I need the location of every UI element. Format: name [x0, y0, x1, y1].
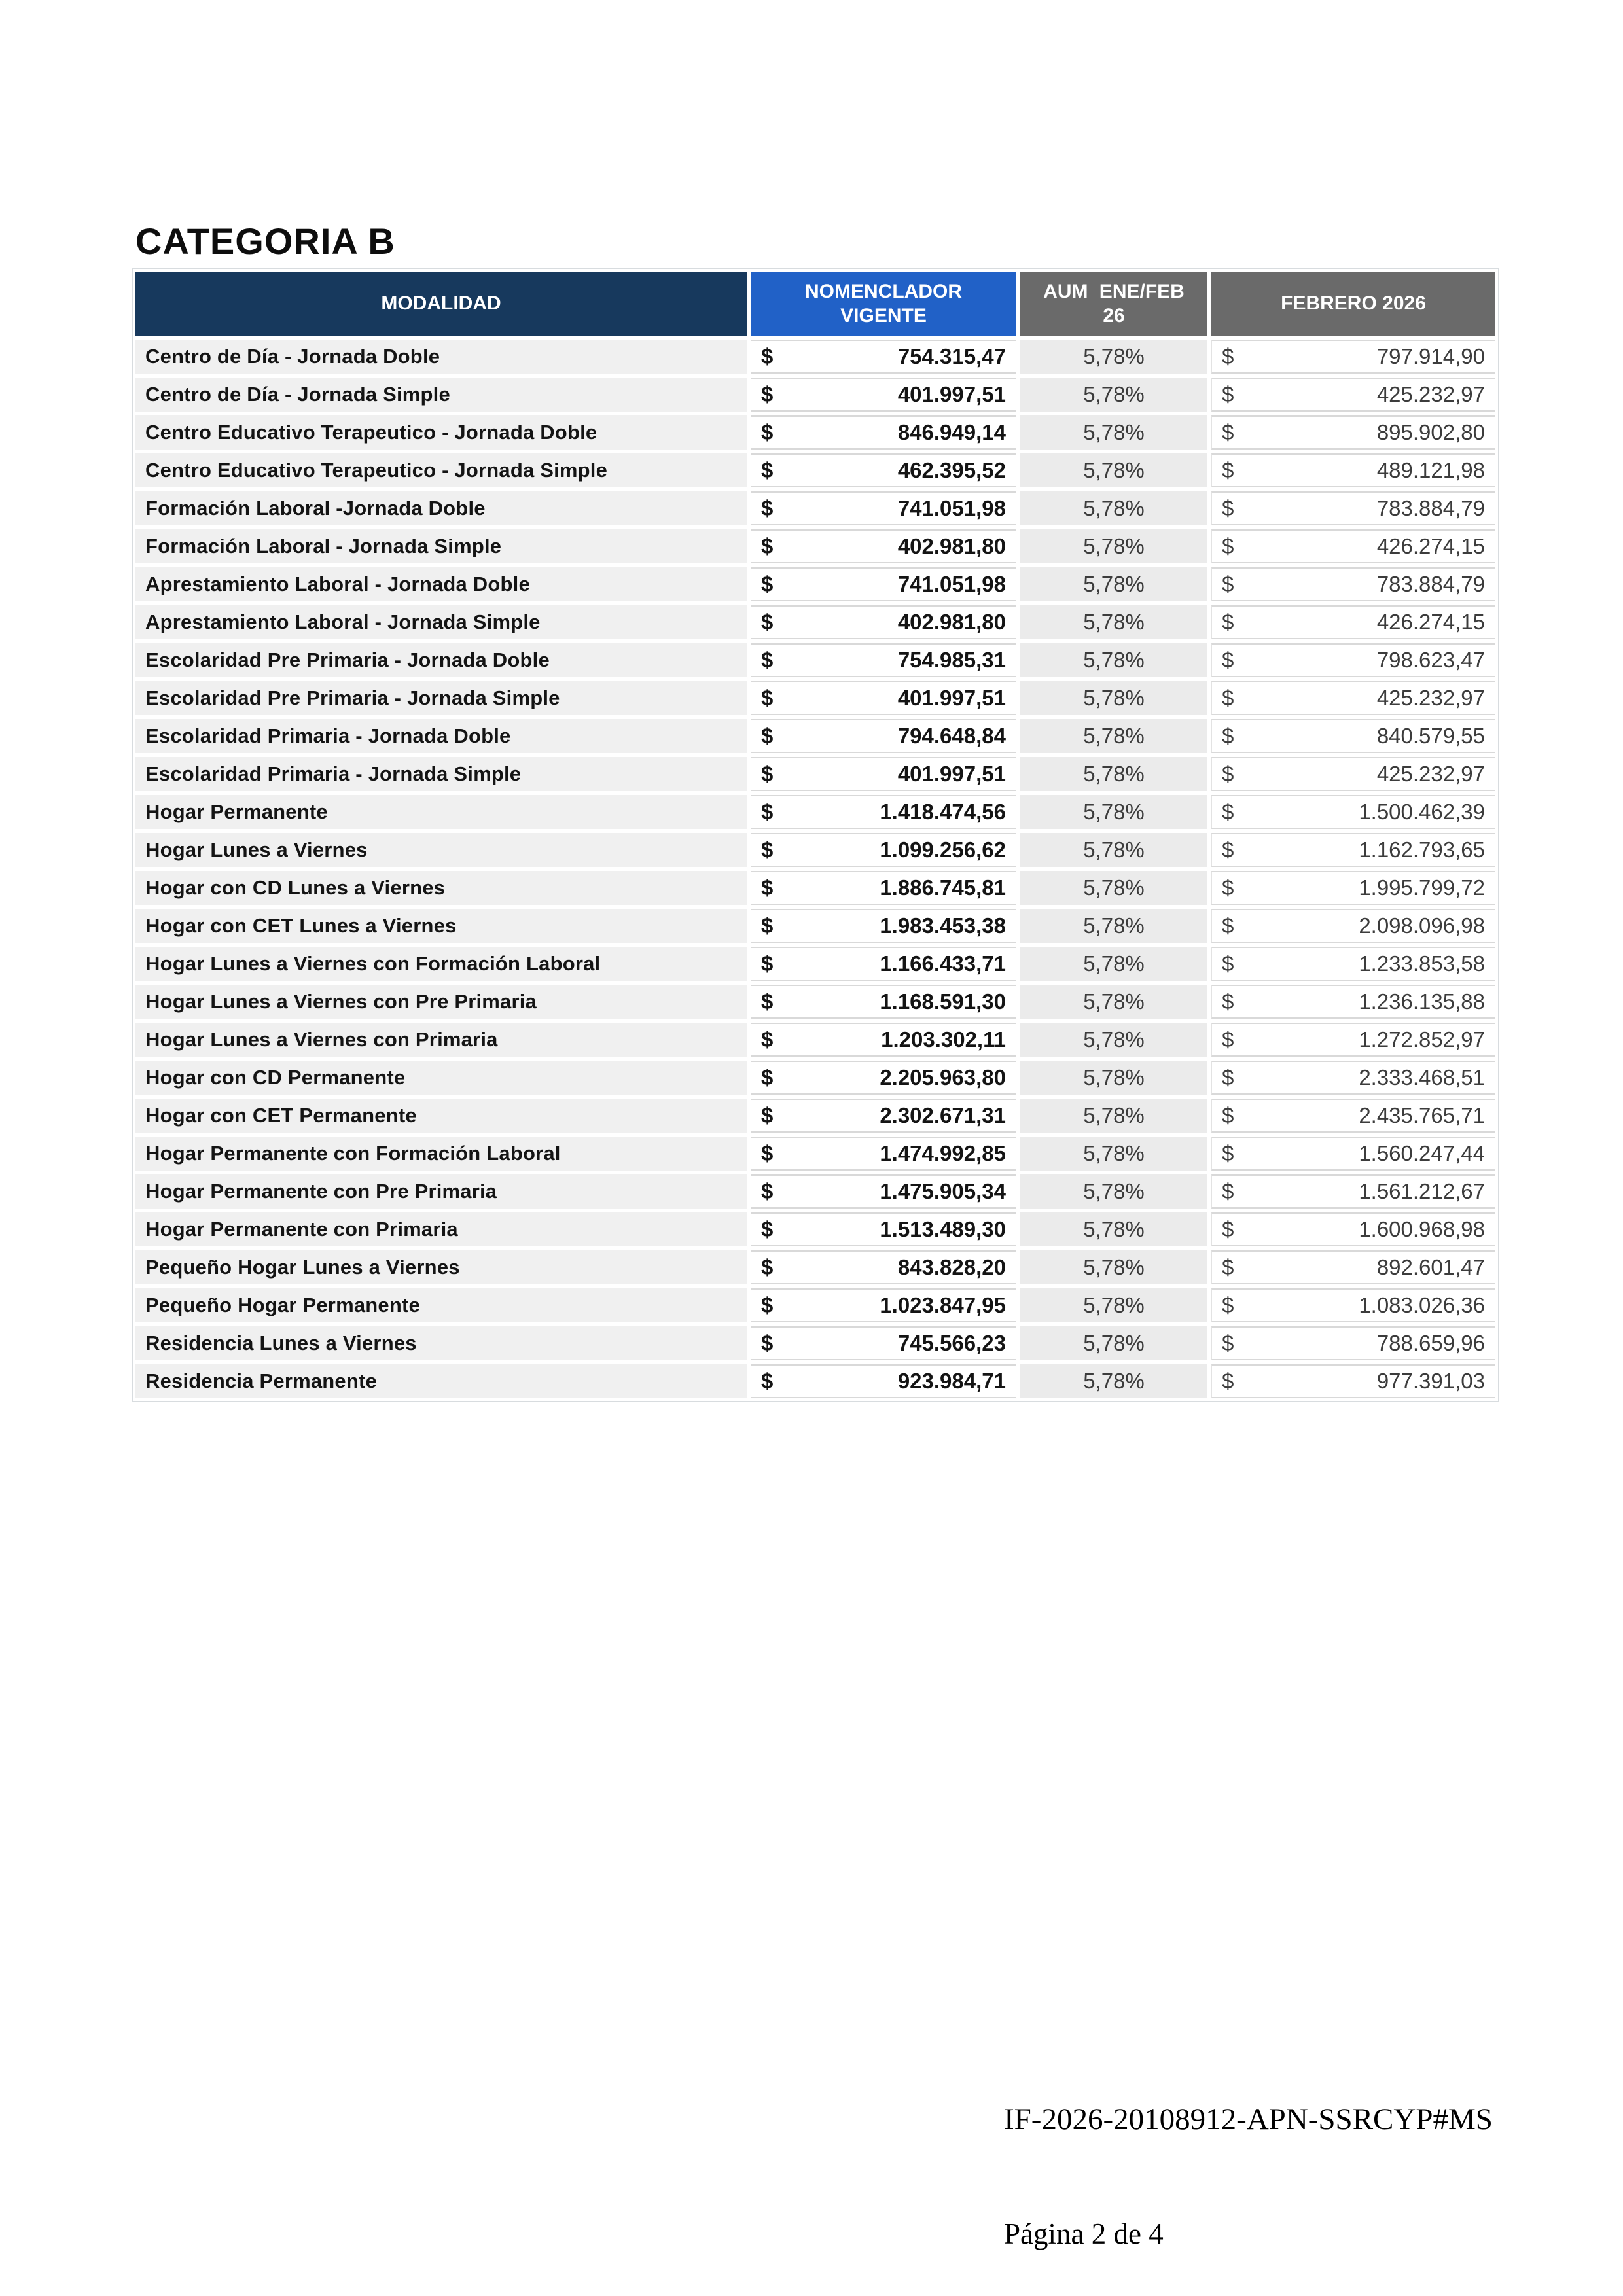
cell-modalidad: Hogar con CET Lunes a Viernes [135, 909, 747, 943]
currency-symbol: $ [1222, 951, 1234, 976]
table-row [135, 378, 1495, 412]
currency-symbol: $ [761, 1255, 774, 1279]
cell-febrero-2026 [1211, 643, 1495, 677]
cell-nomenclador-vigente [751, 1137, 1016, 1171]
cell-nomenclador-value: 843.828,20 [897, 1255, 1006, 1279]
currency-symbol: $ [761, 989, 774, 1014]
cell-febrero-value: 425.232,97 [1376, 382, 1485, 406]
cell-nomenclador-vigente [751, 1061, 1016, 1095]
currency-symbol: $ [1222, 610, 1234, 634]
cell-nomenclador-vigente [751, 643, 1016, 677]
cell-aumento: 5,78% [1020, 833, 1207, 867]
document-id: IF-2026-20108912-APN-SSRCYP#MS [1004, 2102, 1493, 2136]
cell-febrero-value: 425.232,97 [1376, 762, 1485, 786]
cell-febrero-value: 1.236.135,88 [1359, 989, 1485, 1014]
currency-symbol: $ [761, 534, 774, 558]
cell-nomenclador-vigente [751, 1023, 1016, 1057]
currency-symbol: $ [1222, 572, 1234, 596]
cell-febrero-2026 [1211, 529, 1495, 563]
cell-nomenclador-value: 1.168.591,30 [880, 989, 1006, 1014]
cell-nomenclador-vigente [751, 795, 1016, 829]
cell-nomenclador-vigente [751, 567, 1016, 601]
cell-modalidad: Pequeño Hogar Permanente [135, 1288, 747, 1322]
cell-febrero-value: 977.391,03 [1376, 1369, 1485, 1393]
table-row [135, 1326, 1495, 1360]
table-row [135, 947, 1495, 981]
currency-symbol: $ [761, 1027, 774, 1051]
cell-nomenclador-vigente [751, 1099, 1016, 1133]
table-row [135, 605, 1495, 639]
cell-nomenclador-vigente [751, 1250, 1016, 1284]
cell-febrero-value: 788.659,96 [1376, 1331, 1485, 1355]
table-row [135, 833, 1495, 867]
cell-febrero-2026 [1211, 909, 1495, 943]
cell-nomenclador-vigente [751, 378, 1016, 412]
cell-modalidad: Escolaridad Pre Primaria - Jornada Simple [135, 681, 747, 715]
cell-nomenclador-value: 1.203.302,11 [881, 1027, 1006, 1051]
cell-febrero-value: 1.272.852,97 [1359, 1027, 1485, 1051]
currency-symbol: $ [761, 458, 774, 482]
cell-aumento: 5,78% [1020, 1364, 1207, 1398]
cell-nomenclador-vigente [751, 833, 1016, 867]
table-row [135, 909, 1495, 943]
table-body [135, 340, 1495, 1398]
cell-aumento: 5,78% [1020, 1137, 1207, 1171]
currency-symbol: $ [1222, 1369, 1234, 1393]
currency-symbol: $ [1222, 1103, 1234, 1127]
cell-aumento: 5,78% [1020, 757, 1207, 791]
cell-febrero-2026 [1211, 415, 1495, 450]
table-row [135, 1137, 1495, 1171]
currency-symbol: $ [1222, 1255, 1234, 1279]
cell-nomenclador-vigente [751, 1364, 1016, 1398]
cell-aumento: 5,78% [1020, 871, 1207, 905]
currency-symbol: $ [1222, 648, 1234, 672]
cell-febrero-value: 1.083.026,36 [1359, 1293, 1485, 1317]
table-row [135, 1023, 1495, 1057]
cell-nomenclador-vigente [751, 1174, 1016, 1209]
cell-aumento: 5,78% [1020, 719, 1207, 753]
currency-symbol: $ [1222, 496, 1234, 520]
cell-modalidad: Centro Educativo Terapeutico - Jornada Doble [135, 415, 747, 450]
cell-nomenclador-value: 401.997,51 [897, 762, 1006, 786]
currency-symbol: $ [1222, 724, 1234, 748]
table-row [135, 681, 1495, 715]
currency-symbol: $ [761, 686, 774, 710]
cell-nomenclador-vigente [751, 529, 1016, 563]
cell-nomenclador-value: 754.985,31 [897, 648, 1006, 672]
table-row [135, 985, 1495, 1019]
table-row [135, 757, 1495, 791]
currency-symbol: $ [1222, 762, 1234, 786]
cell-febrero-value: 426.274,15 [1376, 534, 1485, 558]
cell-nomenclador-value: 401.997,51 [897, 382, 1006, 406]
cell-aumento: 5,78% [1020, 491, 1207, 525]
cell-aumento: 5,78% [1020, 947, 1207, 981]
cell-nomenclador-value: 741.051,98 [897, 572, 1006, 596]
cell-febrero-2026 [1211, 491, 1495, 525]
currency-symbol: $ [761, 1369, 774, 1393]
cell-modalidad: Centro Educativo Terapeutico - Jornada Simple [135, 453, 747, 487]
cell-febrero-2026 [1211, 453, 1495, 487]
cell-nomenclador-vigente [751, 1326, 1016, 1360]
cell-febrero-2026 [1211, 378, 1495, 412]
currency-symbol: $ [1222, 989, 1234, 1014]
cell-nomenclador-value: 402.981,80 [897, 534, 1006, 558]
cell-febrero-2026 [1211, 340, 1495, 374]
cell-nomenclador-vigente [751, 453, 1016, 487]
table-row [135, 491, 1495, 525]
currency-symbol: $ [1222, 800, 1234, 824]
cell-nomenclador-vigente [751, 605, 1016, 639]
cell-modalidad: Hogar Lunes a Viernes con Primaria [135, 1023, 747, 1057]
cell-nomenclador-vigente [751, 681, 1016, 715]
cell-modalidad: Hogar con CET Permanente [135, 1099, 747, 1133]
cell-nomenclador-value: 754.315,47 [897, 344, 1006, 368]
header-aum-ene-feb-26: AUM ENE/FEB 26 [1020, 272, 1207, 336]
currency-symbol: $ [761, 724, 774, 748]
cell-aumento: 5,78% [1020, 567, 1207, 601]
cell-aumento: 5,78% [1020, 605, 1207, 639]
cell-febrero-value: 426.274,15 [1376, 610, 1485, 634]
currency-symbol: $ [761, 344, 774, 368]
cell-febrero-2026 [1211, 681, 1495, 715]
cell-aumento: 5,78% [1020, 1250, 1207, 1284]
cell-modalidad: Escolaridad Primaria - Jornada Simple [135, 757, 747, 791]
cell-febrero-value: 840.579,55 [1376, 724, 1485, 748]
cell-modalidad: Hogar Permanente con Formación Laboral [135, 1137, 747, 1171]
currency-symbol: $ [761, 951, 774, 976]
table-row [135, 1061, 1495, 1095]
cell-febrero-value: 892.601,47 [1376, 1255, 1485, 1279]
cell-febrero-2026 [1211, 1288, 1495, 1322]
table-row [135, 643, 1495, 677]
cell-aumento: 5,78% [1020, 529, 1207, 563]
cell-febrero-2026 [1211, 1023, 1495, 1057]
table-row [135, 1212, 1495, 1246]
cell-modalidad: Escolaridad Pre Primaria - Jornada Doble [135, 643, 747, 677]
cell-nomenclador-vigente [751, 985, 1016, 1019]
cell-modalidad: Hogar Permanente con Primaria [135, 1212, 747, 1246]
cell-modalidad: Hogar Lunes a Viernes con Pre Primaria [135, 985, 747, 1019]
table-row [135, 871, 1495, 905]
currency-symbol: $ [1222, 1179, 1234, 1203]
table-row [135, 1288, 1495, 1322]
cell-aumento: 5,78% [1020, 643, 1207, 677]
cell-nomenclador-value: 745.566,23 [897, 1331, 1006, 1355]
cell-nomenclador-value: 2.302.671,31 [880, 1103, 1006, 1127]
cell-aumento: 5,78% [1020, 415, 1207, 450]
cell-aumento: 5,78% [1020, 1061, 1207, 1095]
cell-modalidad: Residencia Lunes a Viernes [135, 1326, 747, 1360]
cell-febrero-value: 489.121,98 [1376, 458, 1485, 482]
currency-symbol: $ [1222, 1027, 1234, 1051]
currency-symbol: $ [1222, 913, 1234, 938]
table-header-row [135, 272, 1495, 336]
categoria-b-table [132, 268, 1499, 1402]
table-row [135, 529, 1495, 563]
cell-modalidad: Escolaridad Primaria - Jornada Doble [135, 719, 747, 753]
cell-febrero-value: 783.884,79 [1376, 572, 1485, 596]
currency-symbol: $ [761, 800, 774, 824]
cell-febrero-2026 [1211, 567, 1495, 601]
cell-aumento: 5,78% [1020, 1212, 1207, 1246]
cell-modalidad: Centro de Día - Jornada Simple [135, 378, 747, 412]
currency-symbol: $ [761, 1331, 774, 1355]
currency-symbol: $ [1222, 534, 1234, 558]
cell-nomenclador-value: 402.981,80 [897, 610, 1006, 634]
currency-symbol: $ [1222, 382, 1234, 406]
cell-aumento: 5,78% [1020, 1099, 1207, 1133]
cell-febrero-2026 [1211, 1364, 1495, 1398]
cell-nomenclador-vigente [751, 757, 1016, 791]
cell-febrero-value: 2.435.765,71 [1359, 1103, 1485, 1127]
cell-modalidad: Hogar con CD Lunes a Viernes [135, 871, 747, 905]
cell-nomenclador-value: 1.474.992,85 [880, 1141, 1006, 1165]
cell-febrero-2026 [1211, 833, 1495, 867]
cell-modalidad: Aprestamiento Laboral - Jornada Simple [135, 605, 747, 639]
cell-febrero-value: 425.232,97 [1376, 686, 1485, 710]
table-row [135, 795, 1495, 829]
currency-symbol: $ [761, 382, 774, 406]
cell-nomenclador-vigente [751, 340, 1016, 374]
header-modalidad: MODALIDAD [135, 272, 747, 336]
table-row [135, 415, 1495, 450]
cell-nomenclador-vigente [751, 1212, 1016, 1246]
currency-symbol: $ [761, 838, 774, 862]
header-febrero-2026: FEBRERO 2026 [1211, 272, 1495, 336]
currency-symbol: $ [1222, 838, 1234, 862]
cell-nomenclador-value: 1.418.474,56 [880, 800, 1006, 824]
cell-febrero-value: 797.914,90 [1376, 344, 1485, 368]
cell-febrero-value: 1.162.793,65 [1359, 838, 1485, 862]
cell-nomenclador-vigente [751, 909, 1016, 943]
table-row [135, 340, 1495, 374]
cell-febrero-2026 [1211, 757, 1495, 791]
cell-aumento: 5,78% [1020, 909, 1207, 943]
cell-nomenclador-value: 923.984,71 [897, 1369, 1006, 1393]
cell-febrero-value: 895.902,80 [1376, 420, 1485, 444]
cell-nomenclador-value: 401.997,51 [897, 686, 1006, 710]
cell-nomenclador-value: 794.648,84 [897, 724, 1006, 748]
cell-aumento: 5,78% [1020, 378, 1207, 412]
currency-symbol: $ [761, 1217, 774, 1241]
currency-symbol: $ [761, 420, 774, 444]
cell-nomenclador-value: 1.983.453,38 [880, 913, 1006, 938]
currency-symbol: $ [761, 610, 774, 634]
cell-febrero-2026 [1211, 795, 1495, 829]
cell-aumento: 5,78% [1020, 681, 1207, 715]
cell-nomenclador-value: 1.513.489,30 [880, 1217, 1006, 1241]
cell-febrero-value: 783.884,79 [1376, 496, 1485, 520]
table-row [135, 567, 1495, 601]
currency-symbol: $ [1222, 1141, 1234, 1165]
cell-nomenclador-vigente [751, 719, 1016, 753]
cell-febrero-value: 1.500.462,39 [1359, 800, 1485, 824]
cell-febrero-value: 798.623,47 [1376, 648, 1485, 672]
cell-febrero-value: 1.233.853,58 [1359, 951, 1485, 976]
table-row [135, 1364, 1495, 1398]
cell-febrero-2026 [1211, 605, 1495, 639]
currency-symbol: $ [761, 1179, 774, 1203]
cell-nomenclador-value: 462.395,52 [897, 458, 1006, 482]
cell-aumento: 5,78% [1020, 453, 1207, 487]
cell-modalidad: Hogar Permanente con Pre Primaria [135, 1174, 747, 1209]
currency-symbol: $ [761, 1293, 774, 1317]
cell-febrero-2026 [1211, 1099, 1495, 1133]
cell-febrero-2026 [1211, 985, 1495, 1019]
header-nomenclador-vigente: NOMENCLADOR VIGENTE [751, 272, 1016, 336]
cell-nomenclador-vigente [751, 1288, 1016, 1322]
cell-febrero-2026 [1211, 1326, 1495, 1360]
cell-febrero-2026 [1211, 719, 1495, 753]
page-title: CATEGORIA B [135, 221, 395, 262]
cell-modalidad: Formación Laboral - Jornada Simple [135, 529, 747, 563]
cell-modalidad: Hogar Lunes a Viernes [135, 833, 747, 867]
table-row [135, 453, 1495, 487]
currency-symbol: $ [1222, 344, 1234, 368]
cell-modalidad: Aprestamiento Laboral - Jornada Doble [135, 567, 747, 601]
cell-aumento: 5,78% [1020, 795, 1207, 829]
cell-febrero-2026 [1211, 871, 1495, 905]
cell-febrero-value: 2.098.096,98 [1359, 913, 1485, 938]
cell-modalidad: Hogar con CD Permanente [135, 1061, 747, 1095]
cell-aumento: 5,78% [1020, 340, 1207, 374]
currency-symbol: $ [761, 572, 774, 596]
cell-febrero-2026 [1211, 1174, 1495, 1209]
table-row [135, 1250, 1495, 1284]
table-row [135, 719, 1495, 753]
page-indicator: Página 2 de 4 [1004, 2217, 1164, 2250]
cell-aumento: 5,78% [1020, 1326, 1207, 1360]
cell-febrero-value: 1.600.968,98 [1359, 1217, 1485, 1241]
currency-symbol: $ [761, 648, 774, 672]
cell-modalidad: Centro de Día - Jornada Doble [135, 340, 747, 374]
currency-symbol: $ [1222, 1065, 1234, 1089]
cell-modalidad: Hogar Permanente [135, 795, 747, 829]
cell-aumento: 5,78% [1020, 1023, 1207, 1057]
currency-symbol: $ [1222, 458, 1234, 482]
cell-aumento: 5,78% [1020, 985, 1207, 1019]
currency-symbol: $ [761, 1103, 774, 1127]
currency-symbol: $ [1222, 1331, 1234, 1355]
cell-febrero-2026 [1211, 1137, 1495, 1171]
currency-symbol: $ [761, 762, 774, 786]
cell-febrero-2026 [1211, 1061, 1495, 1095]
cell-febrero-value: 1.560.247,44 [1359, 1141, 1485, 1165]
cell-nomenclador-vigente [751, 947, 1016, 981]
cell-nomenclador-value: 1.475.905,34 [880, 1179, 1006, 1203]
currency-symbol: $ [761, 1065, 774, 1089]
cell-nomenclador-value: 2.205.963,80 [880, 1065, 1006, 1089]
cell-aumento: 5,78% [1020, 1174, 1207, 1209]
currency-symbol: $ [1222, 420, 1234, 444]
cell-nomenclador-value: 846.949,14 [897, 420, 1006, 444]
currency-symbol: $ [1222, 686, 1234, 710]
currency-symbol: $ [1222, 1217, 1234, 1241]
cell-nomenclador-value: 741.051,98 [897, 496, 1006, 520]
cell-febrero-value: 1.995.799,72 [1359, 875, 1485, 900]
table-row [135, 1174, 1495, 1209]
cell-modalidad: Pequeño Hogar Lunes a Viernes [135, 1250, 747, 1284]
cell-modalidad: Hogar Lunes a Viernes con Formación Laboral [135, 947, 747, 981]
cell-nomenclador-vigente [751, 491, 1016, 525]
cell-nomenclador-value: 1.023.847,95 [880, 1293, 1006, 1317]
cell-modalidad: Residencia Permanente [135, 1364, 747, 1398]
currency-symbol: $ [761, 875, 774, 900]
cell-nomenclador-value: 1.886.745,81 [880, 875, 1006, 900]
cell-febrero-2026 [1211, 1212, 1495, 1246]
cell-nomenclador-value: 1.166.433,71 [880, 951, 1006, 976]
cell-nomenclador-value: 1.099.256,62 [880, 838, 1006, 862]
cell-modalidad: Formación Laboral -Jornada Doble [135, 491, 747, 525]
cell-nomenclador-vigente [751, 871, 1016, 905]
currency-symbol: $ [761, 496, 774, 520]
cell-febrero-value: 2.333.468,51 [1359, 1065, 1485, 1089]
cell-nomenclador-vigente [751, 415, 1016, 450]
table-row [135, 1099, 1495, 1133]
cell-aumento: 5,78% [1020, 1288, 1207, 1322]
currency-symbol: $ [1222, 875, 1234, 900]
cell-febrero-2026 [1211, 947, 1495, 981]
currency-symbol: $ [761, 1141, 774, 1165]
currency-symbol: $ [761, 913, 774, 938]
currency-symbol: $ [1222, 1293, 1234, 1317]
cell-febrero-value: 1.561.212,67 [1359, 1179, 1485, 1203]
cell-febrero-2026 [1211, 1250, 1495, 1284]
